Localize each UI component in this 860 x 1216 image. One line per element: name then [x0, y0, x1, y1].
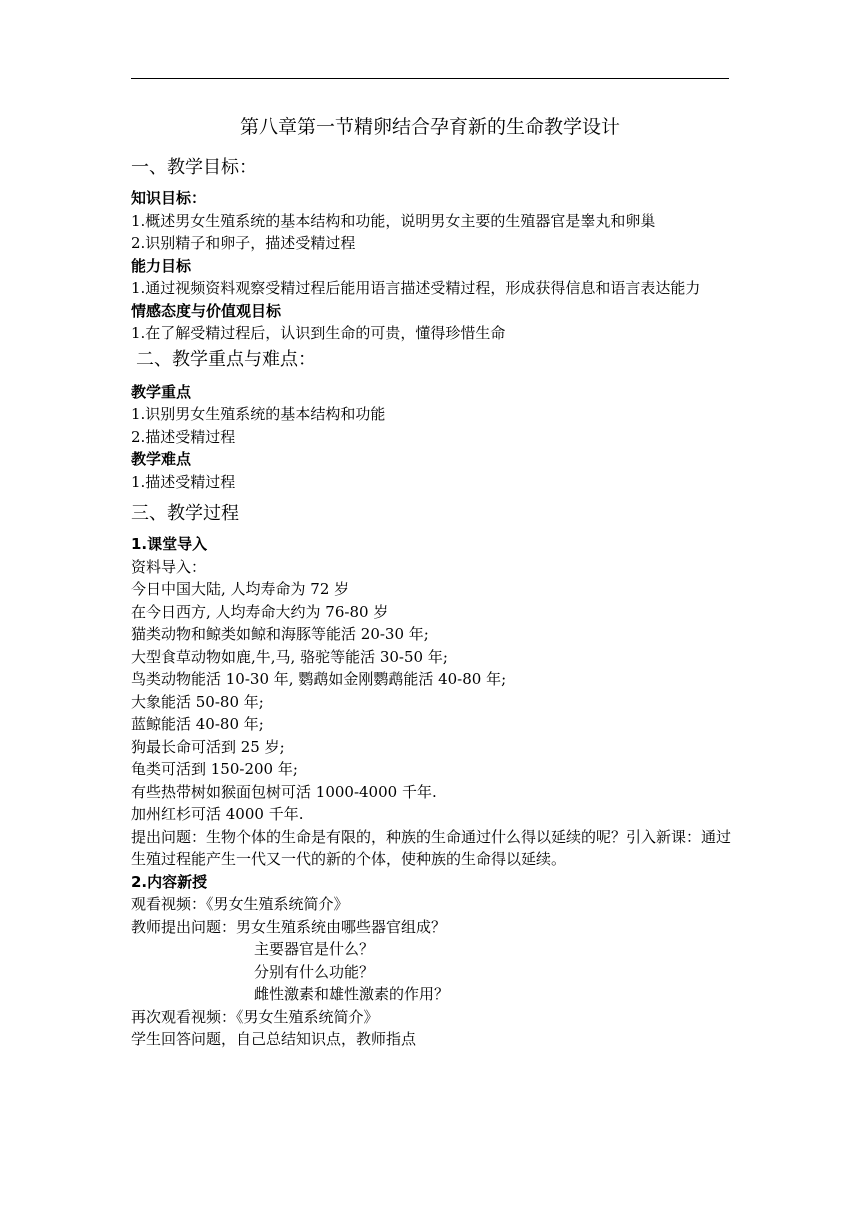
text-line-indented: 雌性激素和雄性激素的作用？: [254, 985, 450, 1003]
text-line: 1.在了解受精过程后，认识到生命的可贵，懂得珍惜生命: [131, 324, 506, 342]
text-line: 1.识别男女生殖系统的基本结构和功能: [131, 405, 386, 423]
subheading-key-points: 教学重点: [131, 382, 192, 401]
text-line: 大型食草动物如鹿,牛,马, 骆驼等能活 30-50 年;: [131, 647, 448, 666]
section-heading-objectives: 一、教学目标：: [131, 157, 257, 178]
subheading-difficulties: 教学难点: [131, 450, 192, 468]
text-line: 教师提出问题：男女生殖系统由哪些器官组成？: [131, 917, 447, 936]
subheading-new-content: 2.内容新授: [131, 872, 208, 891]
text-line: 学生回答问题，自己总结知识点，教师指点: [131, 1030, 417, 1048]
subheading-introduction: 1.课堂导入: [131, 535, 208, 553]
text-line-indented: 分别有什么功能？: [254, 962, 375, 981]
text-line: 1.概述男女生殖系统的基本结构和功能，说明男女主要的生殖器官是睾丸和卵巢: [131, 211, 656, 230]
text-line: 有些热带树如猴面包树可活 1000-4000 千年.: [131, 782, 437, 801]
subheading-knowledge-goals: 知识目标：: [131, 189, 207, 207]
text-line-indented: 主要器官是什么？: [254, 940, 375, 958]
text-line: 在今日西方, 人均寿命大约为 76-80 岁: [131, 602, 389, 621]
text-line: 今日中国大陆, 人均寿命为 72 岁: [131, 580, 350, 598]
text-paragraph: 1.通过视频资料观察受精过程后能用语言描述受精过程，形成获得信息和语言表达能力: [131, 279, 701, 297]
text-line: 蓝鲸能活 40-80 年;: [131, 715, 264, 733]
text-paragraph: 提出问题：生物个体的生命是有限的，种族的生命通过什么得以延续的呢？引入新课：通过生殖过程能产生一代又一代的新的个体，使种族的生命得以延续。: [131, 827, 732, 868]
document-title: 第八章第一节精卵结合孕育新的生命教学设计: [239, 116, 620, 138]
text-line: 大象能活 50-80 年;: [131, 692, 264, 711]
text-line: 观看视频：《男女生殖系统简介》: [131, 895, 349, 913]
subheading-ability-goals: 能力目标: [131, 256, 192, 275]
document-page: [131, 113, 741, 1051]
text-line: 1.描述受精过程: [131, 472, 236, 491]
section-heading-key-points: 二、教学重点与难点：: [136, 348, 316, 370]
text-line: 鸟类动物能活 10-30 年, 鹦鹉如金刚鹦鹉能活 40-80 年;: [131, 670, 507, 688]
header-rule: [131, 78, 729, 79]
text-line: 再次观看视频：《男女生殖系统简介》: [131, 1007, 379, 1026]
text-line: 2.识别精子和卵子，描述受精过程: [131, 234, 356, 252]
text-line: 资料导入：: [131, 557, 207, 576]
section-heading-process: 三、教学过程: [131, 503, 239, 524]
text-line: 龟类可活到 150-200 年;: [131, 760, 298, 778]
text-line: 加州红杉可活 4000 千年.: [131, 805, 304, 823]
subheading-attitude-goals: 情感态度与价值观目标: [131, 301, 282, 320]
text-line: 狗最长命可活到 25 岁;: [131, 737, 285, 756]
text-line: 猫类动物和鲸类如鲸和海豚等能活 20-30 年;: [131, 625, 429, 643]
text-line: 2.描述受精过程: [131, 427, 236, 446]
